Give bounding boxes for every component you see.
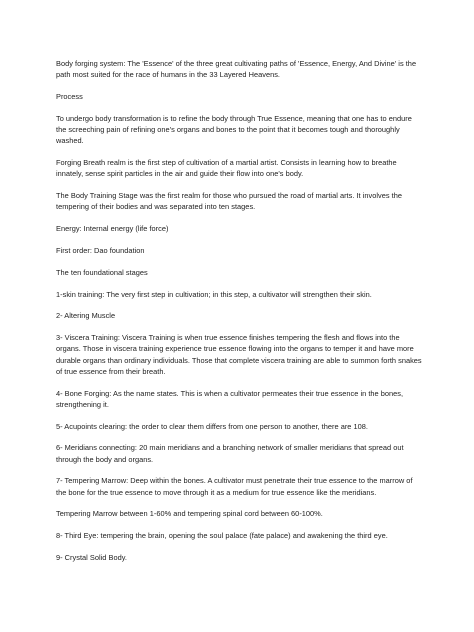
paragraph-stage-1: 1-skin training: The very first step in cultivation; in this step, a cultivator will strengthen their skin.	[56, 289, 372, 299]
paragraph-process-heading: Process	[56, 91, 83, 101]
paragraph-stage-6: 6- Meridians connecting: 20 main meridians and a branching network of smaller meridians that spread out through the body and organs.	[56, 443, 404, 464]
paragraph-stage-3: 3- Viscera Training: Viscera Training is when true essence finishes tempering the flesh and flows into the organs. Those in viscera training experience true essence flowing into the organs to temper it and have more durable organs than ordinary individuals. Those that complete viscera training are able to summon forth snakes of true essence from their breath.	[56, 333, 422, 376]
paragraph-stage-7: 7- Tempering Marrow: Deep within the bones. A cultivator must penetrate their true essence to the marrow of the bone for the true essence to move through it as a medium for true essence like the meridians.	[56, 476, 413, 497]
paragraph-energy: Energy: Internal energy (life force)	[56, 223, 169, 233]
paragraph-stage-2: 2- Altering Muscle	[56, 311, 116, 321]
paragraph-ten-stages-heading: The ten foundational stages	[56, 267, 148, 277]
paragraph-marrow-percent: Tempering Marrow between 1-60% and tempering spinal cord between 60-100%.	[56, 509, 323, 519]
paragraph-intro: Body forging system: The 'Essence' of the three great cultivating paths of 'Essence, Energy, And Divine' is the path most suited for the race of humans in the 33 Layered Heavens.	[56, 59, 417, 80]
paragraph-body-transformation: To undergo body transformation is to refine the body through True Essence, meaning that one has to endure the screeching pain of refining one's organs and bones to the point that it becomes tough and thoroughly washed.	[56, 113, 412, 146]
paragraph-stage-8: 8- Third Eye: tempering the brain, opening the soul palace (fate palace) and awakening the third eye.	[56, 531, 388, 541]
paragraph-first-order: First order: Dao foundation	[56, 245, 145, 255]
paragraph-stage-5: 5- Acupoints clearing: the order to clear them differs from one person to another, there are 108.	[56, 421, 368, 431]
paragraph-stage-9: 9- Crystal Solid Body.	[56, 553, 127, 563]
paragraph-body-training-stage: The Body Training Stage was the first realm for those who pursued the road of martial arts. It involves the tempering of their bodies and was separated into ten stages.	[56, 190, 402, 212]
paragraph-forging-breath: Forging Breath realm is the first step of cultivation of a martial artist. Consists in learning how to breathe innately, sense spirit particles in the air and guide their flow into one's body.	[56, 157, 397, 179]
paragraph-stage-4: 4- Bone Forging: As the name states. This is when a cultivator permeates their true essence in the bones, strengthening it.	[56, 388, 404, 409]
